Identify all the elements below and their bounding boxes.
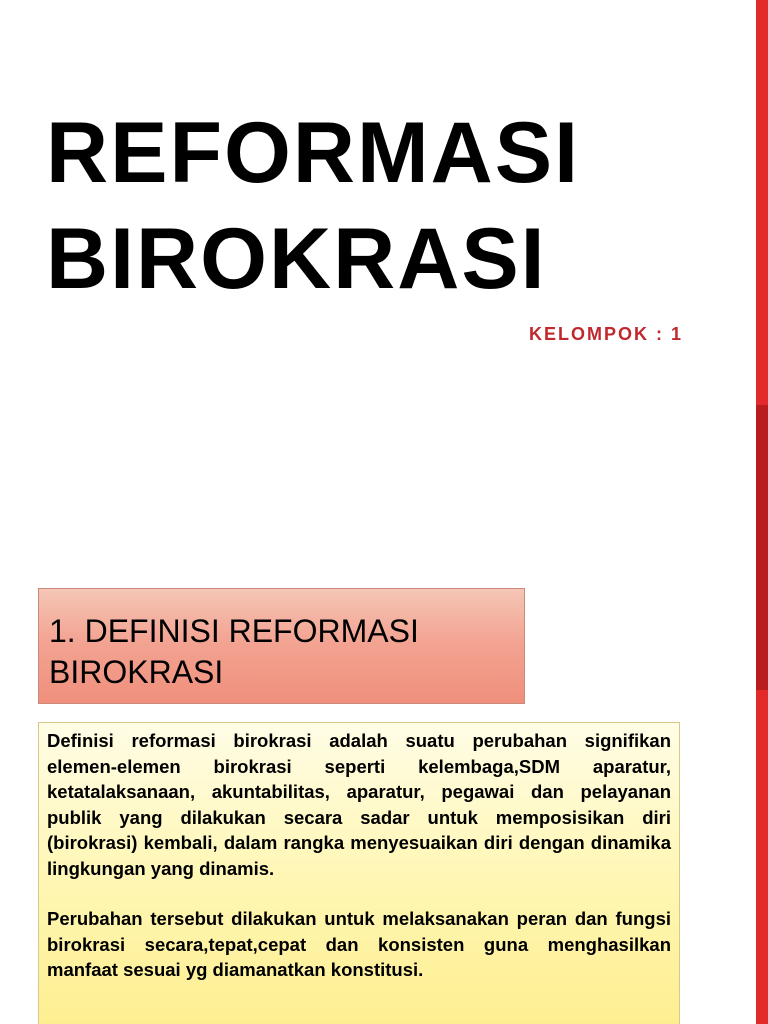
definition-paragraph: Definisi reformasi birokrasi adalah suatu perubahan signifikan elemen-elemen birokrasi seperti kelembaga,SDM aparatur, ketatalaksanaan, akuntabilitas, aparatur, pegawai dan pelayanan publik yang dilakukan secara sadar untuk memposisikan diri (birokrasi) kembali, dalam rangka menyesuaikan diri dengan dinamika lingkungan yang dinamis. — [47, 730, 671, 879]
slide-title — [46, 100, 746, 312]
purpose-paragraph: Perubahan tersebut dilakukan untuk melaksanakan peran dan fungsi birokrasi secara,tepat,cepat dan konsisten guna menghasilkan manfaat sesuai yg diamanatkan konstitusi. — [47, 908, 671, 980]
slide-title-line-2: BIROKRASI — [46, 211, 547, 307]
section-heading-line-2: BIROKRASI — [49, 654, 224, 690]
right-edge-accent-segment — [756, 405, 768, 690]
slide-title-line-1: REFORMASI — [46, 105, 580, 201]
slide-subtitle: KELOMPOK : 1 — [529, 324, 684, 344]
definition-text-box — [38, 722, 680, 1024]
section-heading-line-1: 1. DEFINISI REFORMASI — [49, 613, 419, 649]
section-heading-box — [38, 588, 525, 704]
section-heading — [49, 611, 514, 693]
